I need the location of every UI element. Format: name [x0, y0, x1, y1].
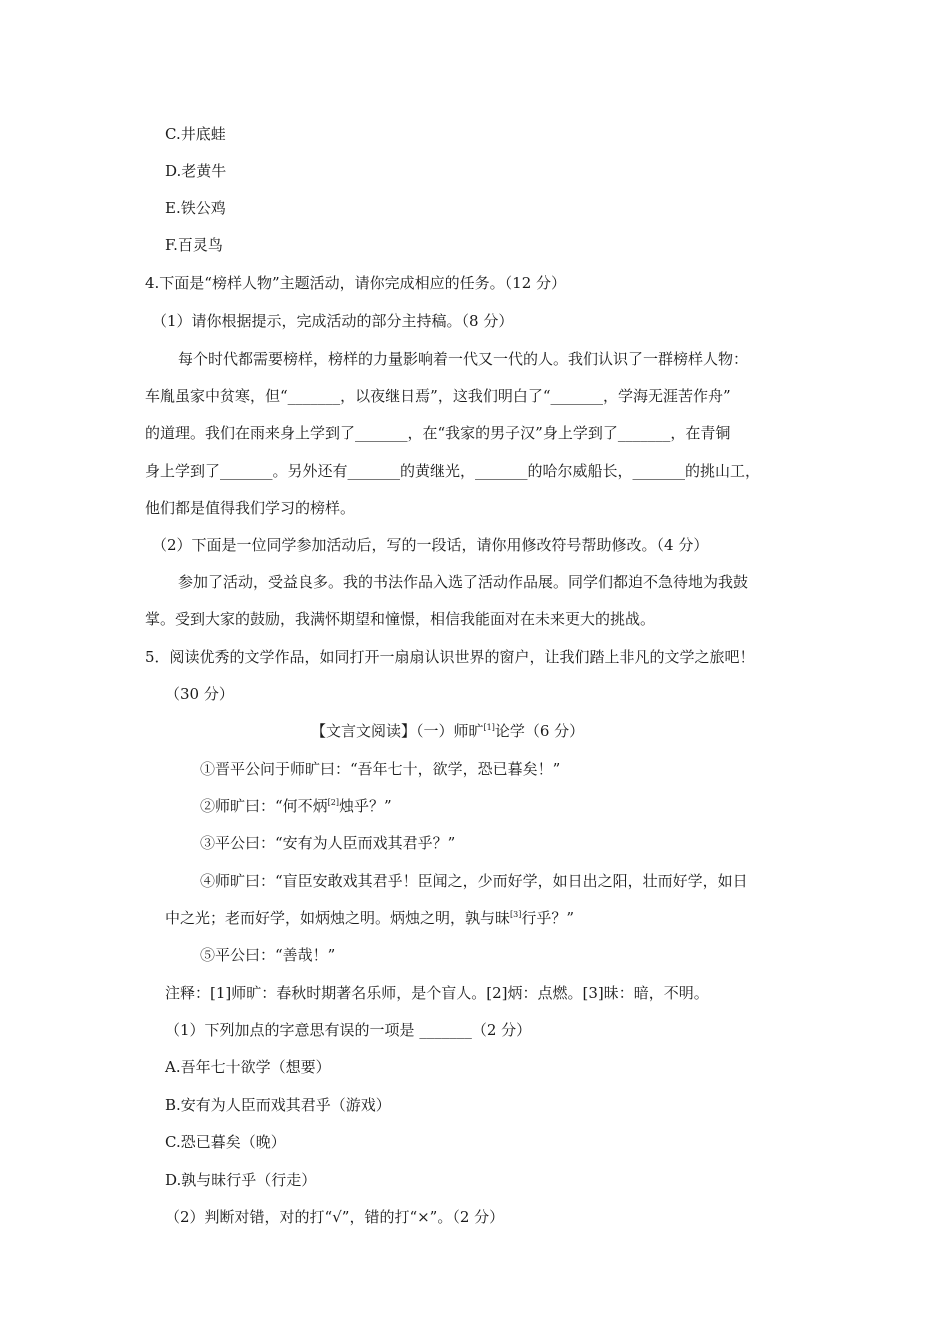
question-5-score: （30 分）	[165, 685, 234, 703]
text-4b-a: 中之光；老而好学，如炳烛之明。炳烛之明，孰与昧	[165, 909, 511, 927]
sub-question-1-option-d: D.孰与昧行乎（行走）	[165, 1171, 317, 1189]
option-e: E.铁公鸡	[165, 199, 226, 217]
classical-text-1: ①晋平公问于师旷曰：“吾年七十，欲学，恐已暮矣！”	[200, 760, 561, 778]
part1-line: 的道理。我们在雨来身上学到了_______，在“我家的男子汉”身上学到了_______，在青铜	[145, 424, 731, 442]
part1-line: 他们都是值得我们学习的榜样。	[145, 499, 356, 517]
footnote-marker: [2]	[327, 798, 340, 807]
footnote-marker: [3]	[510, 910, 522, 919]
classical-text-2	[200, 796, 392, 816]
text-2a: ②师旷曰：“何不炳	[200, 797, 328, 815]
option-f: F.百灵鸟	[165, 236, 223, 254]
section-title-b: 论学（6 分）	[494, 722, 585, 740]
part1-line: 每个时代都需要榜样，榜样的力量影响着一代又一代的人。我们认识了一群榜样人物：	[178, 350, 749, 368]
footnote-marker: [1]	[483, 723, 495, 732]
option-c: C.井底蛙	[165, 125, 226, 143]
text-4b-b: 行乎？”	[521, 909, 575, 927]
part1-line: 车胤虽家中贫寒，但“_______，以夜继日焉”，这我们明白了“_______，学海无涯苦作舟”	[145, 387, 731, 405]
sub-question-1-option-a: A.吾年七十欲学（想要）	[165, 1058, 331, 1076]
classical-text-4b	[165, 908, 574, 928]
option-d: D.老黄牛	[165, 162, 227, 180]
classical-text-5: ⑤平公曰：“善哉！”	[200, 946, 336, 964]
text-2b: 烛乎？”	[339, 797, 392, 815]
notes: 注释：[1]师旷：春秋时期著名乐师，是个盲人。[2]炳：点燃。[3]昧：暗，不明。	[165, 984, 709, 1002]
part1-line: 身上学到了_______。另外还有_______的黄继光，_______的哈尔威船长，_______的挑山工，	[145, 462, 761, 480]
sub-question-1-option-c: C.恐已暮矣（晚）	[165, 1133, 286, 1151]
classical-text-3: ③平公曰：“安有为人臣而戏其君乎？”	[200, 834, 456, 852]
sub-question-1-option-b: B.安有为人臣而戏其君乎（游戏）	[165, 1096, 391, 1114]
part2-line: 掌。受到大家的鼓励，我满怀期望和憧憬，相信我能面对在未来更大的挑战。	[145, 610, 656, 628]
question-4-stem: 4.下面是“榜样人物”主题活动，请你完成相应的任务。（12 分）	[145, 274, 567, 292]
question-5-stem: 5．阅读优秀的文学作品，如同打开一扇扇认识世界的窗户，让我们踏上非凡的文学之旅吧！	[145, 648, 755, 666]
sub-question-1-title: （1）下列加点的字意思有误的一项是 _______（2 分）	[165, 1021, 532, 1039]
classical-text-4: ④师旷曰：“盲臣安敢戏其君乎！臣闻之，少而好学，如日出之阳，壮而好学，如日	[200, 872, 748, 890]
sub-question-2-title: （2）判断对错，对的打“√”，错的打“×”。（2 分）	[165, 1208, 505, 1226]
part2-line: 参加了活动，受益良多。我的书法作品入选了活动作品展。同学们都迫不急待地为我鼓	[178, 573, 749, 591]
section-title	[311, 721, 584, 741]
section-title-a: 【文言文阅读】（一）师旷	[311, 722, 484, 740]
question-4-part1-title: （1）请你根据提示，完成活动的部分主持稿。（8 分）	[152, 312, 514, 330]
question-4-part2-title: （2）下面是一位同学参加活动后，写的一段话，请你用修改符号帮助修改。（4 分）	[152, 536, 709, 554]
